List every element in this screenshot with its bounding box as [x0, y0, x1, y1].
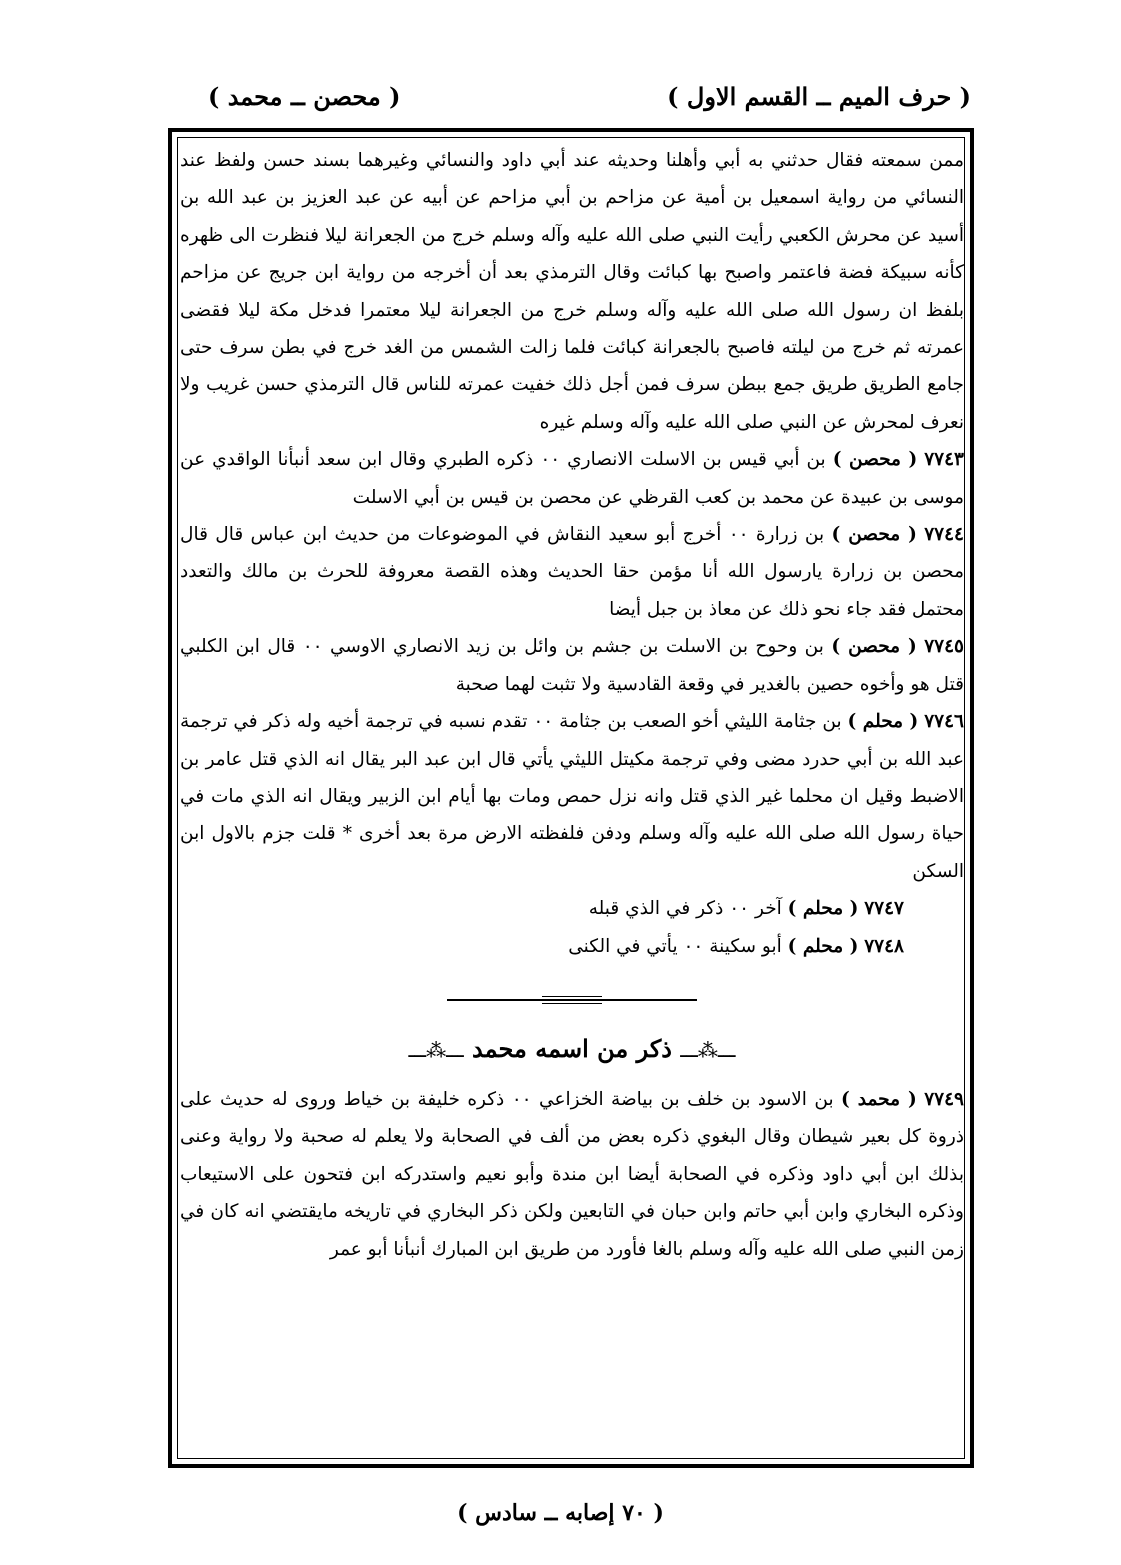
text-line: بن الاسود بن خلف بن بياضة الخزاعي ٠٠ ذكره خليفة بن خياط وروى له — [271, 1088, 834, 1110]
entry-number: ٧٧٤٤ — [924, 524, 964, 546]
entry-name: ( محصن ) — [831, 636, 917, 658]
section-title-text: ذكر من اسمه محمد — [472, 1033, 672, 1063]
text-line: بن وحوح بن الاسلت بن جشم بن وائل بن زيد الانصاري الاوسي ٠٠ قال ابن — [235, 636, 824, 658]
text-line: بن زرارة ٠٠ أخرج أبو سعيد النقاش في الموضوعات من حديث ابن عباس قال قال — [180, 524, 825, 546]
text-line: آخر ٠٠ ذكر في الذي قبله — [588, 898, 782, 920]
entry-7749 — [180, 1081, 964, 1268]
text-line: فقضى عمرته ثم خرج من ليلته فاصبح بالجعرانة كبائت فلما زالت الشمس من الغد خرج في بطن سرف — [180, 299, 964, 359]
entry-7745 — [180, 628, 964, 703]
entry-number: ٧٧٤٦ — [924, 711, 964, 733]
entry-7747 — [180, 890, 964, 927]
text-line: الواقدي عن موسى بن عبيدة عن محمد بن كعب القرظي عن محصن بن قيس بن أبي الاسلت — [180, 449, 964, 508]
entry-name: ( محلم ) — [847, 711, 919, 733]
entry-7748 — [180, 928, 964, 965]
text-line: أبو سكينة ٠٠ يأتي في الكنى — [568, 935, 782, 957]
section-divider — [180, 983, 964, 1017]
entry-name: ( محصن ) — [832, 449, 918, 471]
text-line: محصن بن زرارة يارسول الله أنا مؤمن حقا الحديث وهذه القصة معروفة للحرث بن مالك والتعدد محتمل — [180, 561, 964, 620]
text-line: حتى جامع الطريق طريق جمع ببطن سرف فمن أجل ذلك خفيت عمرته للناس قال الترمذي حسن — [180, 337, 964, 396]
text-line: على الاستيعاب وذكره البخاري وابن أبي حاتم وابن حبان في التابعين ولكن ذكر البخاري في تاريخه — [180, 1163, 964, 1223]
entry-number: ٧٧٤٥ — [924, 636, 964, 658]
text-line: بن جثامة الليثي أخو الصعب بن جثامة ٠٠ تقدم نسبه في ترجمة أخيه وله ذكر — [263, 711, 842, 733]
text-line: ممن سمعته فقال حدثني به أبي وأهلنا وحديثه عند أبي داود والنسائي وغيرهما بسند حسن ولفظ عند — [180, 150, 964, 171]
entry-name: ( محلم ) — [787, 898, 859, 920]
divider-rule — [447, 999, 697, 1001]
text-line: النسائي من رواية اسمعيل بن أمية عن مزاحم بن أبي مزاحم عن أبيه عن عبد العزيز بن عبد الله بن — [180, 187, 964, 209]
entry-number: ٧٧٤٨ — [864, 935, 904, 957]
running-header-left: ( محصن ــ محمد ) — [208, 82, 401, 111]
text-line: كأنه سبيكة فضة فاعتمر واصبح بها كبائت وقال الترمذي بعد أن أخرجه من رواية ابن جريج عن — [236, 262, 964, 284]
running-header-right: ( حرف الميم ــ القسم الاول ) — [667, 82, 971, 111]
page-footer-signature: ( ٧٠ إصابه ــ سادس ) — [457, 1500, 664, 1526]
text-line: مزاحم بلفظ ان رسول الله صلى الله عليه وآله وسلم خرج من الجعرانة ليلا معتمرا فدخل مكة ليلا — [180, 262, 964, 321]
entry-number: ٧٧٤٧ — [864, 898, 904, 920]
entry-name: ( محمد ) — [841, 1088, 917, 1110]
entry-number: ٧٧٤٣ — [924, 449, 964, 471]
text-line: حديث على ذروة كل بعير شيطان وقال البغوي ذكره بعض من ألف في الصحابة ولا يعلم له صحبة ولا — [180, 1088, 964, 1148]
text-line: الذي مات في حياة رسول الله صلى الله عليه وآله وسلم ودفن فلفظته الارض مرة بعد أخرى * قلت — [180, 785, 964, 845]
heading-ornament-right: ـــ⁂ـــ — [680, 1037, 736, 1062]
text-line: قتل عامر بن الاضبط وقيل ان محلما غير الذي قتل وانه نزل حمص ومات بها أيام ابن الزبير ويقال انه — [180, 748, 964, 807]
heading-ornament-left: ـــ⁂ـــ — [408, 1037, 464, 1062]
entry-number: ٧٧٤٩ — [924, 1088, 964, 1110]
text-line: بن أبي قيس بن الاسلت الانصاري ٠٠ ذكره الطبري وقال ابن سعد أنبأنا — [277, 449, 826, 471]
entry-7744 — [180, 516, 964, 628]
text-line: أسيد عن محرش الكعبي رأيت النبي صلى الله عليه وآله وسلم خرج من الجعرانة ليلا فنظرت الى ظهره — [180, 224, 964, 246]
text-line: غريب ولا نعرف لمحرش عن النبي صلى الله عليه وآله وسلم غيره — [180, 374, 964, 433]
intro-paragraph — [180, 142, 964, 441]
text-line: الكلبي قتل هو وأخوه حصين بالغدير في وقعة القادسية ولا تثبت لهما صحبة — [180, 636, 964, 695]
entry-name: ( محصن ) — [831, 524, 917, 546]
main-text — [180, 142, 964, 1458]
entry-7746 — [180, 703, 964, 890]
section-heading — [180, 1017, 964, 1081]
text-line: جزم بالاول ابن السكن — [180, 823, 964, 882]
entry-name: ( محلم ) — [787, 935, 859, 957]
text-line: مايقتضي انه كان في زمن النبي صلى الله عليه وآله وسلم بالغا فأورد من طريق ابن المبارك أنبأنا أبو عمر — [180, 1201, 964, 1260]
text-line: في ترجمة عبد الله بن أبي حدرد مضى وفي ترجمة مكيتل الليثي يأتي قال ابن عبد البر يقال انه الذي — [180, 711, 964, 770]
entry-7743 — [180, 441, 964, 516]
text-line: فقد جاء نحو ذلك عن معاذ بن جبل أيضا — [609, 598, 906, 620]
text-line: رواية وعنى بذلك ابن أبي داود وذكره في الصحابة أيضا ابن مندة وأبو نعيم واستدركه ابن فتحون — [180, 1126, 964, 1185]
